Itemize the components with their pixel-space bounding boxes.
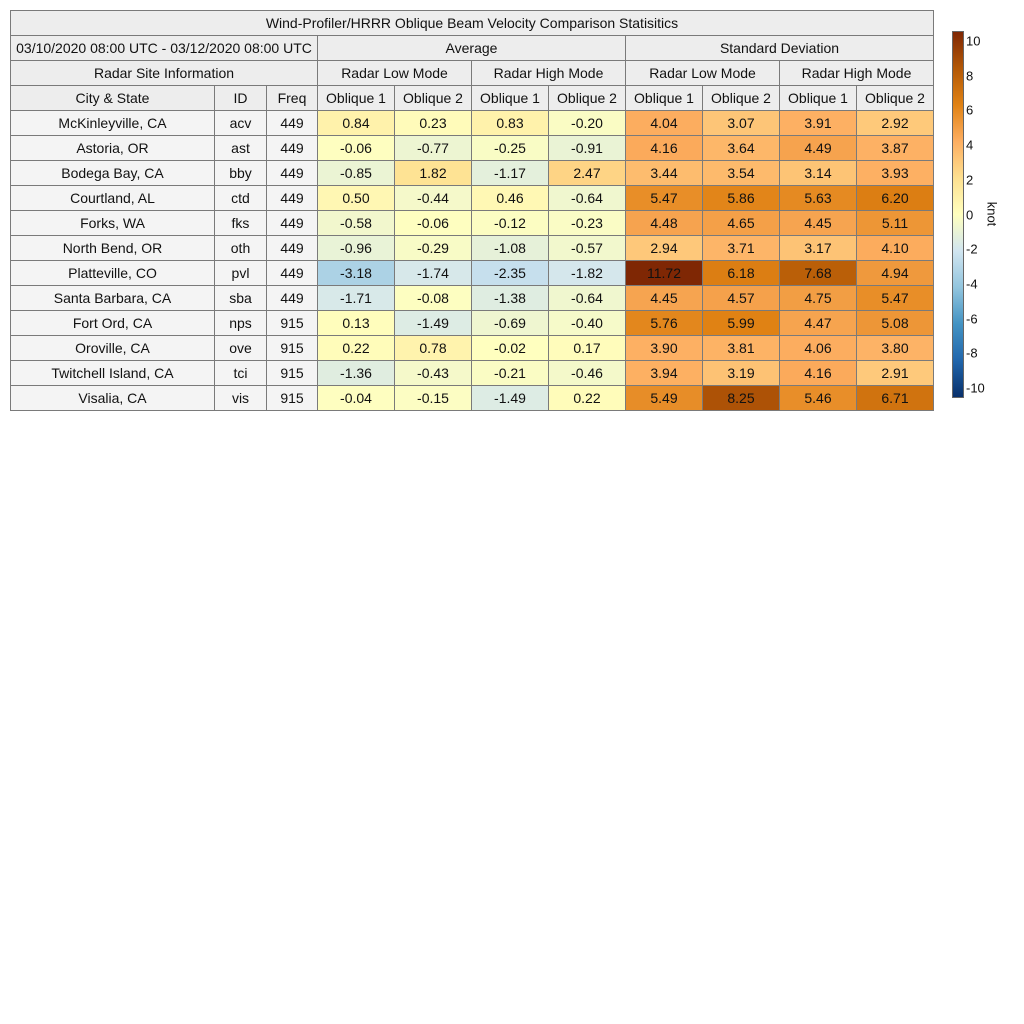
cell-freq: 915 bbox=[267, 336, 318, 361]
cell-avg-high-oblique-1: -0.02 bbox=[472, 336, 549, 361]
cell-avg-high-oblique-2: -0.40 bbox=[549, 311, 626, 336]
cell-avg-low-oblique-2: 0.23 bbox=[395, 111, 472, 136]
cell-std-high-oblique-1: 4.75 bbox=[780, 286, 857, 311]
table-row bbox=[11, 186, 934, 211]
cell-std-low-oblique-2: 5.99 bbox=[703, 311, 780, 336]
cell-id: oth bbox=[215, 236, 267, 261]
cell-std-high-oblique-1: 4.16 bbox=[780, 361, 857, 386]
table-row bbox=[11, 286, 934, 311]
cell-std-high-oblique-2: 3.93 bbox=[857, 161, 934, 186]
colorbar-tick-label: 2 bbox=[966, 172, 974, 188]
table-row bbox=[11, 161, 934, 186]
avg-high-mode-header: Radar High Mode bbox=[472, 61, 626, 86]
cell-avg-high-oblique-2: 0.22 bbox=[549, 386, 626, 411]
cell-std-low-oblique-1: 3.90 bbox=[626, 336, 703, 361]
cell-avg-low-oblique-1: 0.84 bbox=[318, 111, 395, 136]
cell-std-high-oblique-1: 4.49 bbox=[780, 136, 857, 161]
cell-std-high-oblique-1: 3.14 bbox=[780, 161, 857, 186]
cell-freq: 449 bbox=[267, 161, 318, 186]
cell-std-high-oblique-2: 4.10 bbox=[857, 236, 934, 261]
cell-avg-low-oblique-1: -0.96 bbox=[318, 236, 395, 261]
cell-avg-high-oblique-1: -0.21 bbox=[472, 361, 549, 386]
cell-std-high-oblique-2: 5.47 bbox=[857, 286, 934, 311]
cell-id: ast bbox=[215, 136, 267, 161]
cell-city: Visalia, CA bbox=[11, 386, 215, 411]
cell-std-low-oblique-1: 4.45 bbox=[626, 286, 703, 311]
colorbar-tick-label: 4 bbox=[966, 137, 974, 153]
cell-std-high-oblique-2: 6.71 bbox=[857, 386, 934, 411]
colorbar-tick-label: 8 bbox=[966, 68, 974, 84]
cell-freq: 915 bbox=[267, 311, 318, 336]
cell-std-low-oblique-2: 3.54 bbox=[703, 161, 780, 186]
cell-std-high-oblique-2: 4.94 bbox=[857, 261, 934, 286]
cell-avg-low-oblique-1: 0.50 bbox=[318, 186, 395, 211]
table-row bbox=[11, 386, 934, 411]
cell-avg-low-oblique-2: -0.43 bbox=[395, 361, 472, 386]
cell-std-high-oblique-2: 3.80 bbox=[857, 336, 934, 361]
cell-avg-low-oblique-1: -0.04 bbox=[318, 386, 395, 411]
cell-avg-low-oblique-2: -0.29 bbox=[395, 236, 472, 261]
cell-std-low-oblique-2: 4.57 bbox=[703, 286, 780, 311]
cell-std-high-oblique-2: 2.91 bbox=[857, 361, 934, 386]
colorbar-tick-label: -10 bbox=[966, 380, 985, 396]
cell-std-high-oblique-2: 6.20 bbox=[857, 186, 934, 211]
cell-std-high-oblique-2: 2.92 bbox=[857, 111, 934, 136]
cell-avg-high-oblique-2: -0.20 bbox=[549, 111, 626, 136]
cell-avg-low-oblique-1: -1.71 bbox=[318, 286, 395, 311]
colorbar-tick-label: -4 bbox=[966, 276, 978, 292]
table-row bbox=[11, 311, 934, 336]
cell-std-high-oblique-2: 5.11 bbox=[857, 211, 934, 236]
cell-city: McKinleyville, CA bbox=[11, 111, 215, 136]
col-header-std-high-oblique-2: Oblique 2 bbox=[857, 86, 934, 111]
cell-std-high-oblique-1: 7.68 bbox=[780, 261, 857, 286]
cell-std-low-oblique-1: 5.76 bbox=[626, 311, 703, 336]
cell-avg-high-oblique-1: 0.46 bbox=[472, 186, 549, 211]
cell-std-high-oblique-1: 4.47 bbox=[780, 311, 857, 336]
colorbar-tick-label: -2 bbox=[966, 241, 978, 257]
cell-std-high-oblique-1: 3.17 bbox=[780, 236, 857, 261]
col-header-freq: Freq bbox=[267, 86, 318, 111]
cell-avg-high-oblique-1: -1.38 bbox=[472, 286, 549, 311]
std-low-mode-header: Radar Low Mode bbox=[626, 61, 780, 86]
cell-avg-low-oblique-1: -0.06 bbox=[318, 136, 395, 161]
cell-std-low-oblique-2: 3.07 bbox=[703, 111, 780, 136]
table-title: Wind-Profiler/HRRR Oblique Beam Velocity Comparison Statisitics bbox=[11, 11, 934, 36]
cell-id: vis bbox=[215, 386, 267, 411]
stats-table bbox=[10, 10, 934, 411]
site-info-header: Radar Site Information bbox=[11, 61, 318, 86]
cell-city: Santa Barbara, CA bbox=[11, 286, 215, 311]
cell-avg-low-oblique-2: 0.78 bbox=[395, 336, 472, 361]
col-header-city: City & State bbox=[11, 86, 215, 111]
cell-std-high-oblique-2: 5.08 bbox=[857, 311, 934, 336]
cell-avg-high-oblique-1: -1.08 bbox=[472, 236, 549, 261]
cell-std-high-oblique-2: 3.87 bbox=[857, 136, 934, 161]
std-header: Standard Deviation bbox=[626, 36, 934, 61]
cell-city: Bodega Bay, CA bbox=[11, 161, 215, 186]
cell-std-low-oblique-1: 4.16 bbox=[626, 136, 703, 161]
cell-id: ove bbox=[215, 336, 267, 361]
cell-city: Forks, WA bbox=[11, 211, 215, 236]
cell-city: North Bend, OR bbox=[11, 236, 215, 261]
cell-freq: 449 bbox=[267, 211, 318, 236]
cell-freq: 449 bbox=[267, 186, 318, 211]
cell-avg-low-oblique-2: -1.74 bbox=[395, 261, 472, 286]
colorbar-tick-label: 10 bbox=[966, 33, 981, 49]
cell-std-low-oblique-2: 8.25 bbox=[703, 386, 780, 411]
cell-std-high-oblique-1: 4.06 bbox=[780, 336, 857, 361]
cell-avg-high-oblique-2: -0.64 bbox=[549, 186, 626, 211]
cell-avg-high-oblique-1: -2.35 bbox=[472, 261, 549, 286]
cell-std-low-oblique-2: 3.19 bbox=[703, 361, 780, 386]
cell-avg-low-oblique-1: -1.36 bbox=[318, 361, 395, 386]
colorbar bbox=[952, 31, 964, 398]
cell-avg-high-oblique-1: -0.69 bbox=[472, 311, 549, 336]
cell-avg-low-oblique-1: 0.13 bbox=[318, 311, 395, 336]
cell-std-high-oblique-1: 4.45 bbox=[780, 211, 857, 236]
colorbar-tick-label: 0 bbox=[966, 207, 974, 222]
cell-std-low-oblique-2: 3.71 bbox=[703, 236, 780, 261]
cell-avg-low-oblique-2: 1.82 bbox=[395, 161, 472, 186]
col-header-avg-low-oblique-1: Oblique 1 bbox=[318, 86, 395, 111]
cell-avg-high-oblique-1: -0.12 bbox=[472, 211, 549, 236]
cell-avg-low-oblique-1: -3.18 bbox=[318, 261, 395, 286]
cell-avg-high-oblique-2: 2.47 bbox=[549, 161, 626, 186]
cell-std-high-oblique-1: 5.63 bbox=[780, 186, 857, 211]
cell-id: sba bbox=[215, 286, 267, 311]
cell-id: ctd bbox=[215, 186, 267, 211]
period-label: 03/10/2020 08:00 UTC - 03/12/2020 08:00 UTC bbox=[11, 36, 318, 61]
cell-id: pvl bbox=[215, 261, 267, 286]
cell-avg-high-oblique-2: -0.57 bbox=[549, 236, 626, 261]
cell-std-high-oblique-1: 5.46 bbox=[780, 386, 857, 411]
col-header-std-low-oblique-2: Oblique 2 bbox=[703, 86, 780, 111]
col-header-avg-high-oblique-1: Oblique 1 bbox=[472, 86, 549, 111]
cell-avg-low-oblique-1: -0.85 bbox=[318, 161, 395, 186]
table-row bbox=[11, 336, 934, 361]
cell-freq: 915 bbox=[267, 361, 318, 386]
cell-city: Courtland, AL bbox=[11, 186, 215, 211]
cell-id: bby bbox=[215, 161, 267, 186]
cell-id: fks bbox=[215, 211, 267, 236]
cell-avg-high-oblique-1: -0.25 bbox=[472, 136, 549, 161]
cell-avg-low-oblique-2: -0.44 bbox=[395, 186, 472, 211]
cell-avg-high-oblique-1: 0.83 bbox=[472, 111, 549, 136]
col-header-id: ID bbox=[215, 86, 267, 111]
cell-std-low-oblique-1: 5.47 bbox=[626, 186, 703, 211]
cell-std-low-oblique-1: 11.72 bbox=[626, 261, 703, 286]
cell-std-low-oblique-2: 3.81 bbox=[703, 336, 780, 361]
cell-avg-low-oblique-2: -0.77 bbox=[395, 136, 472, 161]
cell-avg-high-oblique-2: -0.23 bbox=[549, 211, 626, 236]
cell-avg-low-oblique-1: -0.58 bbox=[318, 211, 395, 236]
cell-freq: 449 bbox=[267, 136, 318, 161]
cell-avg-high-oblique-2: -0.91 bbox=[549, 136, 626, 161]
cell-city: Astoria, OR bbox=[11, 136, 215, 161]
cell-avg-low-oblique-2: -0.15 bbox=[395, 386, 472, 411]
cell-freq: 449 bbox=[267, 236, 318, 261]
cell-std-low-oblique-1: 2.94 bbox=[626, 236, 703, 261]
cell-avg-high-oblique-2: -0.46 bbox=[549, 361, 626, 386]
cell-id: acv bbox=[215, 111, 267, 136]
std-high-mode-header: Radar High Mode bbox=[780, 61, 934, 86]
cell-freq: 449 bbox=[267, 111, 318, 136]
cell-city: Platteville, CO bbox=[11, 261, 215, 286]
cell-avg-low-oblique-1: 0.22 bbox=[318, 336, 395, 361]
table-row bbox=[11, 236, 934, 261]
cell-avg-low-oblique-2: -0.06 bbox=[395, 211, 472, 236]
col-header-std-high-oblique-1: Oblique 1 bbox=[780, 86, 857, 111]
cell-avg-high-oblique-2: -0.64 bbox=[549, 286, 626, 311]
cell-avg-high-oblique-2: 0.17 bbox=[549, 336, 626, 361]
cell-std-low-oblique-1: 4.48 bbox=[626, 211, 703, 236]
cell-city: Twitchell Island, CA bbox=[11, 361, 215, 386]
colorbar-tick-label: -6 bbox=[966, 311, 978, 327]
cell-avg-high-oblique-1: -1.49 bbox=[472, 386, 549, 411]
colorbar-tick-label: -8 bbox=[966, 345, 978, 361]
table-row bbox=[11, 211, 934, 236]
cell-id: tci bbox=[215, 361, 267, 386]
table-row bbox=[11, 136, 934, 161]
col-header-avg-high-oblique-2: Oblique 2 bbox=[549, 86, 626, 111]
cell-avg-low-oblique-2: -0.08 bbox=[395, 286, 472, 311]
cell-city: Fort Ord, CA bbox=[11, 311, 215, 336]
table-row bbox=[11, 111, 934, 136]
cell-std-low-oblique-1: 4.04 bbox=[626, 111, 703, 136]
cell-std-low-oblique-1: 3.94 bbox=[626, 361, 703, 386]
colorbar-unit-label: knot bbox=[984, 201, 1000, 227]
cell-std-low-oblique-1: 3.44 bbox=[626, 161, 703, 186]
colorbar-tick-label: 6 bbox=[966, 102, 974, 118]
cell-std-low-oblique-2: 4.65 bbox=[703, 211, 780, 236]
cell-avg-high-oblique-2: -1.82 bbox=[549, 261, 626, 286]
cell-id: nps bbox=[215, 311, 267, 336]
cell-std-low-oblique-1: 5.49 bbox=[626, 386, 703, 411]
cell-freq: 449 bbox=[267, 286, 318, 311]
cell-std-high-oblique-1: 3.91 bbox=[780, 111, 857, 136]
avg-low-mode-header: Radar Low Mode bbox=[318, 61, 472, 86]
cell-avg-high-oblique-1: -1.17 bbox=[472, 161, 549, 186]
cell-avg-low-oblique-2: -1.49 bbox=[395, 311, 472, 336]
table-row bbox=[11, 361, 934, 386]
cell-std-low-oblique-2: 6.18 bbox=[703, 261, 780, 286]
col-header-avg-low-oblique-2: Oblique 2 bbox=[395, 86, 472, 111]
cell-std-low-oblique-2: 5.86 bbox=[703, 186, 780, 211]
cell-freq: 449 bbox=[267, 261, 318, 286]
cell-city: Oroville, CA bbox=[11, 336, 215, 361]
col-header-std-low-oblique-1: Oblique 1 bbox=[626, 86, 703, 111]
cell-freq: 915 bbox=[267, 386, 318, 411]
average-header: Average bbox=[318, 36, 626, 61]
cell-std-low-oblique-2: 3.64 bbox=[703, 136, 780, 161]
table-row bbox=[11, 261, 934, 286]
